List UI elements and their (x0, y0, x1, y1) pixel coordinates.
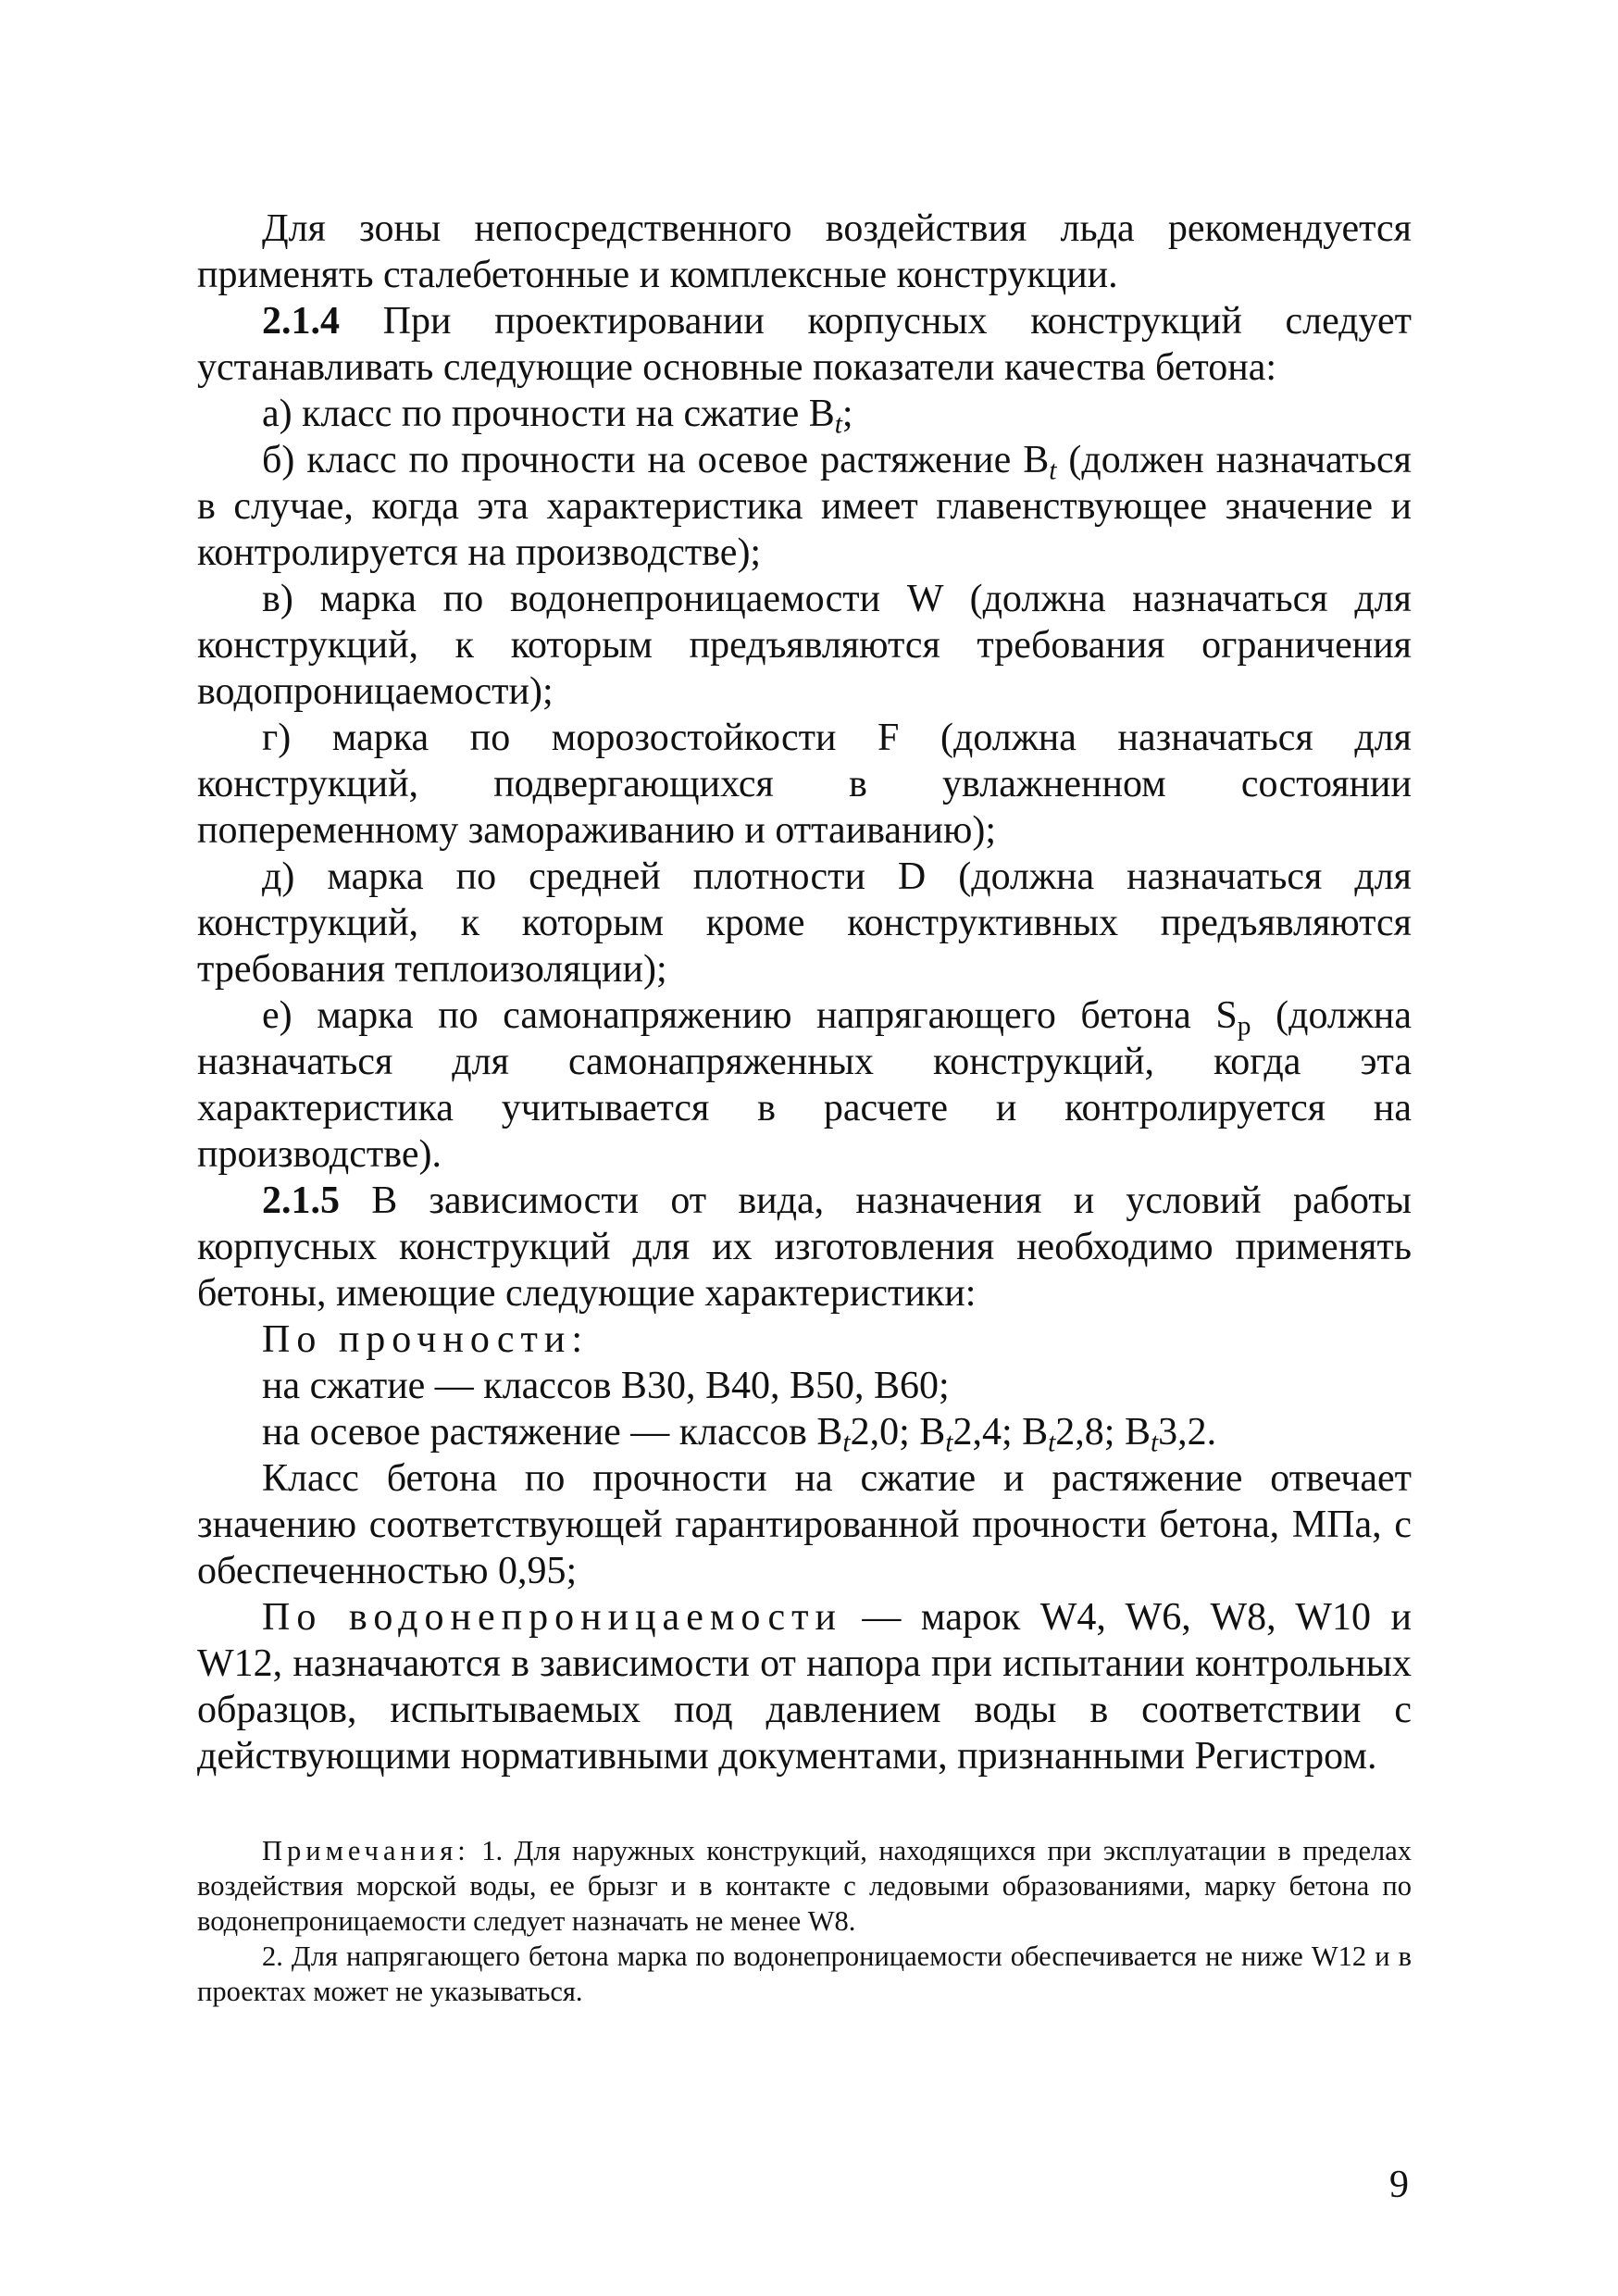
subscript: t (1150, 1428, 1159, 1458)
subscript: t (1048, 1428, 1056, 1458)
subscript: р (1237, 1011, 1251, 1042)
paragraph-text: При проектировании корпусных конструкций следует устанавливать следующие основные показатели качества бетона: (197, 300, 1412, 389)
list-item-b (197, 437, 1412, 576)
tension-classes (197, 1409, 1412, 1458)
notes-block (197, 1833, 1412, 2009)
list-item-text: е) марка по самонапряжению напрягающего бетона S (262, 994, 1238, 1037)
class-description: Класс бетона по прочности на сжатие и растяжение отвечает значению соответствующей гарантированной прочности бетона, МПа, с обеспеченностью 0,95; (197, 1457, 1412, 1592)
list-item-text: (должен назначаться в случае, когда эта характеристика имеет главенствующее значение и контролируется на производстве); (197, 439, 1412, 574)
section-number: 2.1.5 (262, 1179, 340, 1222)
tension-text: 2,8; В (1055, 1411, 1151, 1454)
subscript: t (834, 409, 842, 440)
notes-label: Примечания: (262, 1835, 470, 1866)
paragraph-2-1-4 (197, 298, 1412, 391)
spaced-heading: По прочности: (262, 1318, 590, 1361)
subscript: t (1049, 455, 1057, 486)
list-item-d: д) марка по средней плотности D (должна назначаться для конструкций, к которым кроме конструктивных предъявляются требования теплоизоляции); (197, 855, 1412, 991)
paragraph-text: В зависимости от вида, назначения и условий работы корпусных конструкций для их изготовления необходимо применять бетоны, имеющие следующие характеристики: (197, 1179, 1412, 1315)
subscript: t (842, 1428, 851, 1458)
paragraph-2-1-5 (197, 1178, 1412, 1316)
page-number: 9 (1389, 2164, 1409, 2206)
list-item-e (197, 992, 1412, 1178)
paragraph-ice-zone: Для зоны непосредственного воздействия льда рекомендуется применять сталебетонные и комплексные конструкции. (197, 207, 1412, 296)
list-item-a (197, 391, 1412, 440)
list-item-text: ; (841, 393, 853, 435)
section-number: 2.1.4 (262, 300, 340, 343)
note-1 (197, 1833, 1412, 1939)
tension-text: на осевое растяжение — классов В (262, 1411, 843, 1454)
compression-classes: на сжатие — классов В30, В40, В50, В60; (262, 1365, 950, 1407)
tension-text: 2,0; В (850, 1411, 946, 1454)
list-item-g: г) марка по морозостойкости F (должна назначаться для конструкций, подвергающихся в увлажненном состоянии попеременному замораживанию и оттаиванию); (197, 717, 1412, 852)
subscript: t (945, 1428, 953, 1458)
strength-heading (197, 1316, 1412, 1363)
list-item-text: б) класс по прочности на осевое растяжение В (262, 439, 1050, 481)
list-item-v: в) марка по водонепроницаемости W (должна назначаться для конструкций, к которым предъявляются требования ограничения водопроницаемости); (197, 578, 1412, 713)
spaced-heading: По водонепроницаемости (262, 1596, 842, 1639)
water-resistance (197, 1594, 1412, 1779)
list-item-text: а) класс по прочности на сжатие В (262, 393, 835, 435)
note-2: 2. Для напрягающего бетона марка по водонепроницаемости обеспечивается не ниже W12 и в проектах может не указываться. (197, 1940, 1412, 2007)
tension-text: 2,4; В (952, 1411, 1049, 1454)
note-text: 1. Для наружных конструкций, находящихся при эксплуатации в пределах воздействия морской воды, ее брызг и в контакте с ледовыми образованиями, марку бетона по водонепроницаемости следует назначать не менее W8. (197, 1835, 1412, 1937)
list-item-text: (должна назначаться для самонапряженных конструкций, когда эта характеристика учитывается в расчете и контролируется на производстве). (197, 994, 1412, 1176)
main-text (197, 206, 1412, 1779)
paragraph-text: — марок W4, W6, W8, W10 и W12, назначаются в зависимости от напора при испытании контрольных образцов, испытываемых под давлением воды в соответствии с действующими нормативными документами, признанными Регистром. (197, 1596, 1412, 1778)
tension-text: 3,2. (1158, 1411, 1217, 1454)
